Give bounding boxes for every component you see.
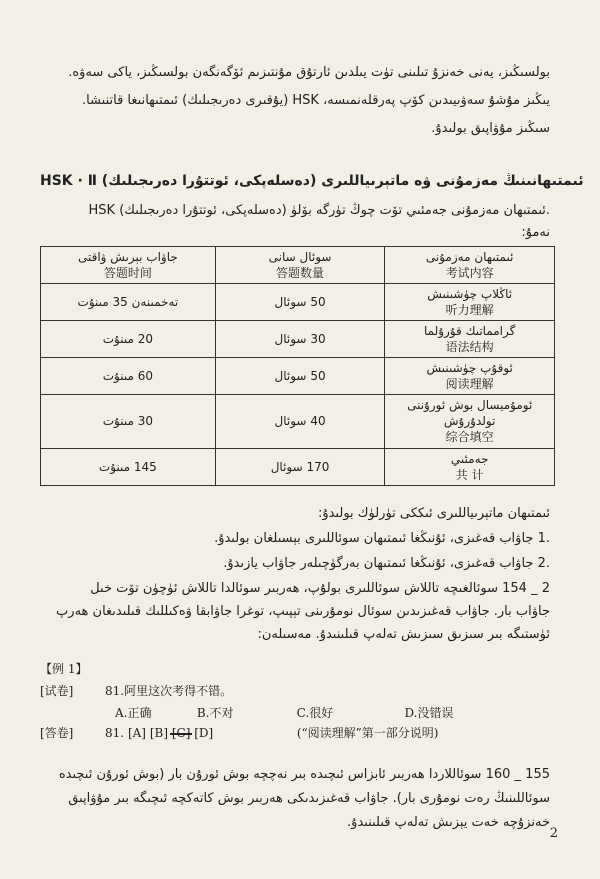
closing-line-3: خەنزۇچە خەت يېزىش تەلەپ قىلىنىدۇ. bbox=[347, 815, 550, 830]
header-count: سوئال سانى 答题数量 bbox=[215, 247, 385, 284]
total-label-cn: 共 计 bbox=[455, 467, 484, 482]
table-row bbox=[41, 284, 555, 321]
row-content-cn: 阅读理解 bbox=[445, 377, 494, 391]
answer-a: [A] bbox=[127, 726, 146, 740]
option-c: C.很好 bbox=[296, 706, 334, 720]
row-content-ug: گرامماتىك قۇرۇلما bbox=[424, 324, 516, 338]
intro-line-3: سىڭىز مۇۋاپىق بولىدۇ. bbox=[431, 121, 550, 136]
option-d: D.没错误 bbox=[404, 706, 454, 720]
closing-line-1: 155 _ 160 سوئاللاردا ھەربىر ئابزاس ئىچىدە بىر نەچچە بوش ئورۇن بار (بوش ئورۇن ئىچىدە bbox=[58, 767, 550, 782]
total-label-ug: جەمئىي bbox=[450, 451, 489, 466]
row-time: 60 مىنۇت bbox=[102, 369, 153, 383]
header-time: جاۋاب بېرىش ۋاقتى 答题时间 bbox=[41, 247, 216, 284]
option-b: B.不对 bbox=[196, 706, 234, 720]
answer-c-marked: [C] bbox=[171, 726, 191, 740]
row-time: 30 مىنۇت bbox=[102, 414, 153, 429]
answer-d: [D] bbox=[194, 726, 214, 740]
example-note: (“阅读理解”第一部分说明) bbox=[296, 726, 439, 740]
row-time: 20 مىنۇت bbox=[102, 332, 153, 346]
row-count: 50 سوئال bbox=[274, 369, 326, 383]
answer-number: 81. bbox=[105, 726, 125, 740]
answer-label: [答卷] bbox=[40, 726, 74, 740]
row-count: 40 سوئال bbox=[274, 414, 326, 429]
intro-line-2: يىڭىز مۇشۇ سەۋىيىدىن كۆپ پەرقلەنمىسە، HSK (يۇقىرى دەرىجىلىك) ئىمتىھانىغا قاتنىشا. bbox=[81, 93, 550, 108]
answer-b: [B] bbox=[149, 726, 168, 740]
materials-item-1: .1 جاۋاب قەغىزى، ئۇنىڭغا ئىمتىھان سوئاللىرى بېسىلغان بولىدۇ. bbox=[214, 531, 550, 546]
row-content-ug: ئوقۇپ چۈشىنىش bbox=[426, 361, 513, 375]
intro-line-1: بولسىڭىز، يەنى خەنزۇ تىلىنى تۈت يىلدىن ئارتۇق مۇنتىزىم ئۆگەنگەن بولسىڭىز، ياكى سەۋە. bbox=[68, 65, 550, 80]
section-heading: HSK · Ⅱ (دەسلەپكى، ئوتتۇرا دەرىجىلىك) ئىمتىھانىنىڭ مەزمۇنى ۋە ماتېرىياللىرى bbox=[40, 173, 584, 189]
row-count: 30 سوئال bbox=[274, 332, 326, 346]
row-content-cn: 综合填空 bbox=[445, 430, 494, 445]
row-content-ug: ئومۇميسال بوش ئورۇننى تولدۇرۇش bbox=[407, 398, 533, 429]
row-count: 50 سوئال bbox=[274, 295, 326, 309]
closing-line-2: سوئاللىنىڭ رەت نومۇرى بار). جاۋاب قەغىزىدىكى ھەربىر بوش كاتەكچە ئىچىگە بىر مۇۋاپىق bbox=[68, 791, 550, 806]
total-count: 170 سوئال bbox=[270, 459, 330, 474]
materials-paragraph-1: 2 _ 154 سوئالغىچە تاللاش سوئاللىرى بولۇپ، ھەربىر سوئالدا تاللاش ئۈچۈن تۆت خىل bbox=[90, 581, 550, 596]
section-description-2: نەمۇ: bbox=[521, 225, 550, 240]
example-question: 81.阿里这次考得不错。 bbox=[105, 684, 233, 698]
paper-label: [试卷] bbox=[40, 684, 74, 698]
table-row bbox=[41, 395, 555, 449]
option-a: A.正确 bbox=[115, 706, 152, 720]
row-time: تەخمىنەن 35 مىنۇت bbox=[77, 295, 179, 309]
materials-intro: ئىمتىھان ماتېرىياللىرى ئىككى تۈرلۈك بولىدۇ: bbox=[317, 506, 550, 521]
example-answer-line bbox=[40, 724, 548, 741]
example-label: 【例 1】 bbox=[40, 662, 88, 676]
exam-structure-table bbox=[40, 246, 555, 486]
section-description: HSK (دەسلەپكى، ئوتتۇرا دەرىجىلىك) ئىمتىھان مەزمۇنى جەمئىي تۆت چوڭ تۈرگە بۆلۈ. bbox=[88, 203, 550, 218]
total-time: 145 مىنۇت bbox=[98, 459, 157, 474]
table-header-row bbox=[41, 247, 555, 284]
row-content-cn: 听力理解 bbox=[445, 303, 494, 317]
materials-paragraph-2: جاۋاب بار. جاۋاب قەغىزىدىن سوئال نومۇرىنى تېپىپ، توغرا جاۋابقا ۋەكىللىك قىلىدىغان ھەرپ bbox=[56, 604, 550, 619]
table-row bbox=[41, 358, 555, 395]
example-options bbox=[115, 704, 454, 721]
example-question-line bbox=[40, 682, 232, 699]
materials-paragraph-3: ئۈستىگە بىر سىزىق سىزىش تەلەپ قىلىنىدۇ. مەسىلەن: bbox=[257, 627, 550, 642]
row-content-cn: 语法结构 bbox=[445, 340, 494, 354]
row-content-ug: ئاڭلاپ چۈشىنىش bbox=[427, 287, 513, 301]
table-row bbox=[41, 321, 555, 358]
table-total-row bbox=[41, 448, 555, 485]
materials-item-2: .2 جاۋاب قەغىزى، ئۇنىڭغا ئىمتىھان بەرگۈچىلەر جاۋاب يازىدۇ. bbox=[223, 556, 550, 571]
page-number: 2 bbox=[549, 826, 558, 841]
header-content: ئىمتىھان مەزمۇنى 考试内容 bbox=[385, 247, 555, 284]
